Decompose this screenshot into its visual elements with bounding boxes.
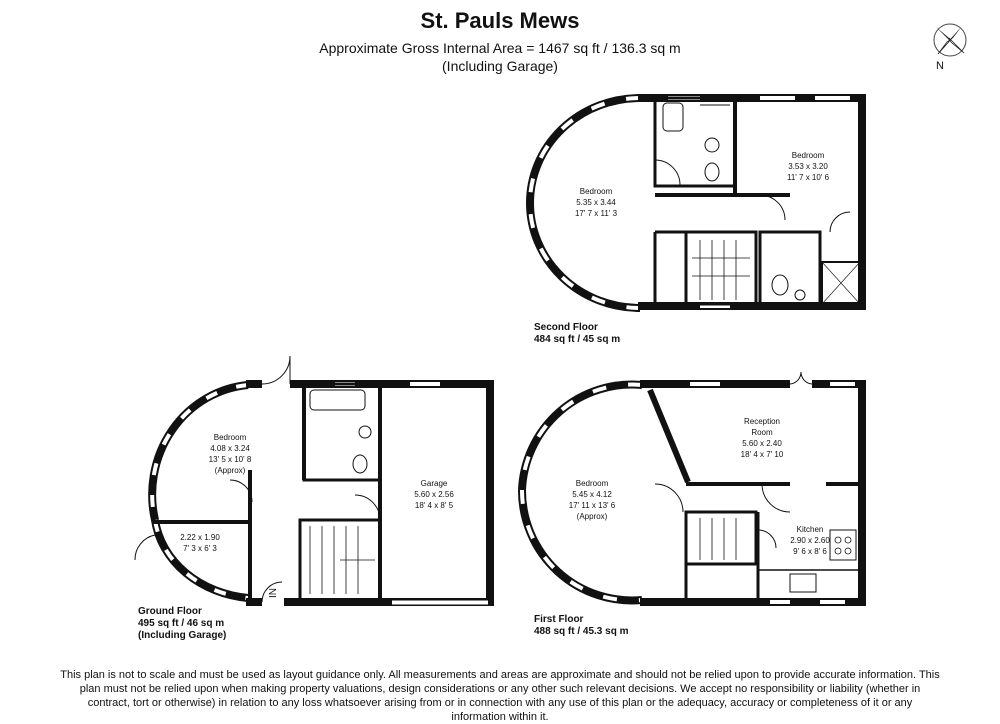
room-imperial: 9' 6 x 8' 6 [793,547,827,556]
room-name: Garage [420,479,448,488]
room-metric: 4.08 x 3.24 [210,444,250,453]
floor-area: 495 sq ft / 46 sq m [138,618,225,629]
room-imperial: 13' 5 x 10' 8 [208,455,252,464]
room-name-line2: Room [751,428,773,437]
room-label [384,478,484,511]
room-imperial: 17' 7 x 11' 3 [574,209,618,218]
room-label [546,186,646,219]
first-floor-caption [534,614,629,638]
room-imperial: 18' 4 x 8' 5 [414,501,454,510]
room-metric: 5.60 x 2.56 [414,490,454,499]
room-label [542,478,642,522]
floor-note: (Including Garage) [138,630,227,641]
floor-name: First Floor [534,614,584,625]
room-imperial: 11' 7 x 10' 6 [786,173,830,182]
room-metric: 3.53 x 3.20 [788,162,828,171]
second-floor-caption [534,322,620,346]
room-name: Reception [743,417,781,426]
room-note: (Approx) [214,466,246,475]
room-name: Bedroom [791,151,825,160]
floor-area: 488 sq ft / 45.3 sq m [534,626,629,637]
room-label [760,524,860,557]
plan-title: St. Pauls Mews [420,8,580,33]
room-metric: 5.60 x 2.40 [742,439,782,448]
room-name: Kitchen [796,525,824,534]
room-imperial: 17' 11 x 13' 6 [568,501,616,510]
floor-area: 484 sq ft / 45 sq m [534,334,621,345]
room-label [150,532,250,554]
garage-note: (Including Garage) [442,58,558,74]
room-note: (Approx) [576,512,608,521]
ground-floor-caption [138,606,226,642]
room-metric: 5.45 x 4.12 [572,490,612,499]
floor-name: Ground Floor [138,606,202,617]
room-name: Bedroom [575,479,609,488]
room-label [180,432,280,476]
floor-name: Second Floor [534,322,598,333]
room-name: Bedroom [213,433,247,442]
room-name: Bedroom [579,187,613,196]
room-metric: 5.35 x 3.44 [576,198,616,207]
room-metric: 2.22 x 1.90 [180,533,220,542]
room-label [712,416,812,460]
gross-area-line: Approximate Gross Internal Area = 1467 sq ft / 136.3 sq m [319,40,681,56]
entrance-label: IN [268,588,279,598]
room-label [758,150,858,183]
room-metric: 2.90 x 2.60 [790,536,830,545]
room-imperial: 7' 3 x 6' 3 [183,544,217,553]
compass-north-label: N [936,60,944,72]
disclaimer-text: This plan is not to scale and must be used as layout guidance only. All measurements and areas are approximate and should not be relied upon to provide accurate information. This plan must not be relied upon when making property valuations, design considerations or any other such relevant decisions. We accept no responsibility or liability (whether in contract, tort or otherwise) in relation to any loss whatsoever arising from or in connection with any use of this plan or the adequacy, accuracy or completeness of it or any information within it. [60,669,940,723]
room-imperial: 18' 4 x 7' 10 [740,450,784,459]
